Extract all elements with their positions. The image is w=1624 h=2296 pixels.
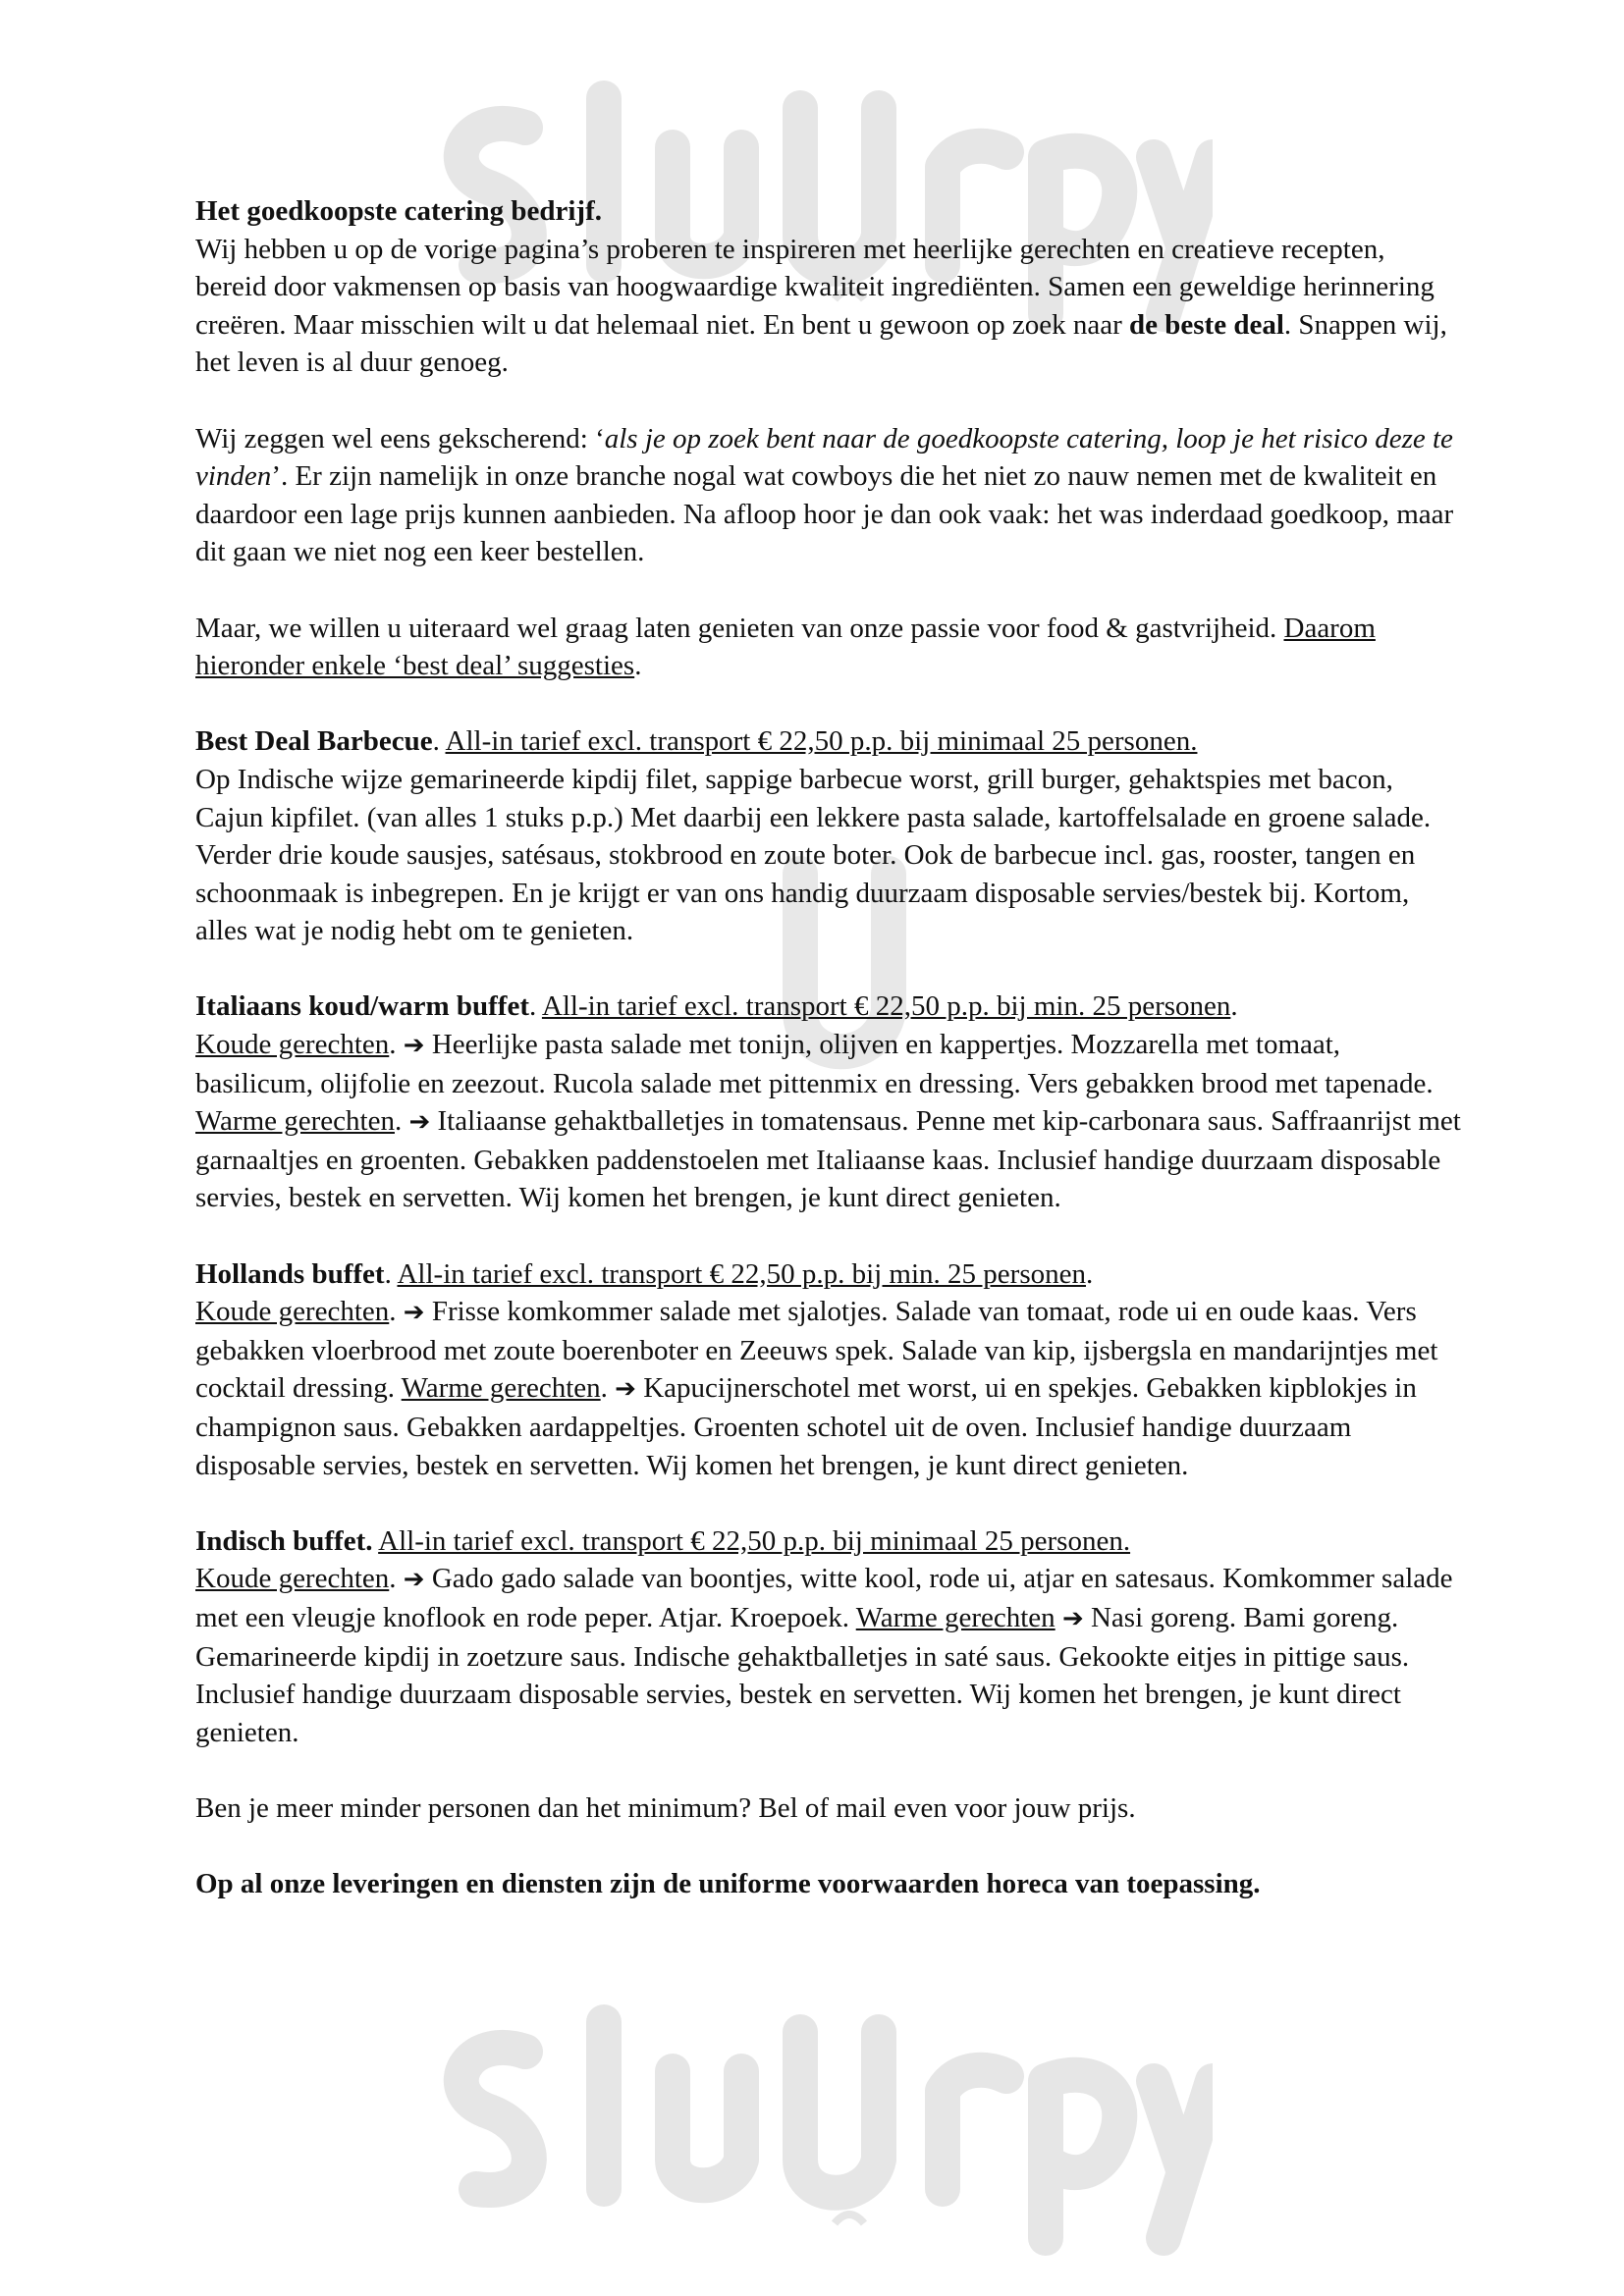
slurpy-watermark-bottom (407, 1983, 1213, 2258)
italian-warm-end: . (394, 1105, 409, 1138)
indian-warm-body: Nasi goreng. Bami goreng. Gemarineerde kipdij in zoetzure saus. Indische gehaktballetjes in saté saus. Gekookte eitjes in pittige saus. Inclusief handige duurzaam disposable servies, bestek en servetten. Wij komen het brengen, je kunt direct genieten. (195, 1601, 1410, 1748)
indian-tariff: All-in tarief excl. transport € 22,50 p.p. bij minimaal 25 personen. (378, 1524, 1131, 1557)
quote-lead: Wij zeggen wel eens gekscherend: ‘ (195, 422, 605, 454)
suggestions-end: . (634, 650, 642, 682)
dutch-title: Hollands buffet (195, 1257, 385, 1290)
italian-warm-body: Italiaanse gehaktballetjes in tomatensaus. Penne met kip-carbonara saus. Saffraanrijst met garnaaltjes en groenten. Gebakken paddenstoelen met Italiaanse kaas. Inclusief handige duurzaam disposable servies, bestek en servetten. Wij komen het brengen, je kunt direct genieten. (195, 1105, 1461, 1214)
dutch-warm-end: . (600, 1372, 616, 1405)
dutch-sep: . (384, 1257, 398, 1290)
italian-cold-label: Koude gerechten (195, 1029, 390, 1061)
suggestions-text: Maar, we willen u uiteraard wel graag laten genieten van onze passie voor food & gastvrijheid. (195, 612, 1284, 644)
arrow-right-icon: ➔ (1061, 1603, 1084, 1633)
italian-cold-end: . (389, 1029, 404, 1061)
dutch-tariff-end: . (1085, 1257, 1094, 1290)
arrow-right-icon: ➔ (403, 1031, 425, 1061)
minimum-note: Ben je meer minder personen dan het minimum? Bel of mail even voor jouw prijs. (195, 1791, 1136, 1824)
intro-text-end: . Snappen wij, het leven is al duur genoeg. (195, 308, 1447, 379)
italian-title: Italiaans koud/warm buffet (195, 990, 529, 1023)
bbq-title: Best Deal Barbecue (195, 725, 433, 758)
quote-italic: als je op zoek bent naar de goedkoopste catering, loop je het risico deze te vinden (195, 422, 1453, 493)
dutch-warm-label: Warme gerechten (401, 1372, 601, 1405)
dutch-cold-body: Frisse komkommer salade met sjalotjes. Salade van tomaat, rode ui en oude kaas. Vers gebakken vloerbrood met zoute boerenboter en Zeeuws spek. Salade van kip, ijsbergsla en mandarijntjes met cocktail dressing. (195, 1296, 1438, 1405)
italian-sep: . (529, 990, 542, 1023)
bbq-body: Op Indische wijze gemarineerde kipdij filet, sappige barbecue worst, grill burger, gehaktspies met bacon, Cajun kipfilet. (van alles 1 stuks p.p.) Met daarbij een lekkere pasta salade, kartoffelsalade en groene salade. Verder drie koude sausjes, satésaus, stokbrood en zoute boter. Ook de barbecue incl. gas, rooster, tangen en schoonmaak is inbegrepen. En je krijgt er van ons handig duurzaam disposable servies/bestek bij. Kortom, alles wat je nodig hebt om te genieten. (195, 763, 1432, 947)
dutch-warm-body: Kapucijnerschotel met worst, ui en spekjes. Gebakken kipblokjes in champignon saus. Gebakken aardappeltjes. Groenten schotel uit de oven. Inclusief handige duurzaam disposable servies, bestek en servetten. Wij komen het brengen, je kunt direct genieten. (195, 1372, 1417, 1481)
italian-section (195, 988, 1462, 1217)
indian-warm-label: Warme gerechten (855, 1601, 1056, 1633)
dutch-section (195, 1255, 1462, 1485)
quote-text: ’. Er zijn namelijk in onze branche nogal wat cowboys die het niet zo nauw nemen met de kwaliteit en daardoor een lage prijs kunnen aanbieden. Na afloop hoor je dan ook vaak: het was inderdaad goedkoop, maar dit gaan we niet nog een keer bestellen. (195, 460, 1454, 568)
italian-cold-body: Heerlijke pasta salade met tonijn, olijven en kappertjes. Mozzarella met tomaat, basilicum, olijfolie en zeezout. Rucola salade met pittenmix en dressing. Vers gebakken brood met tapenade. (195, 1029, 1434, 1099)
arrow-right-icon: ➔ (403, 1298, 425, 1328)
italian-warm-label: Warme gerechten (195, 1105, 395, 1138)
suggestions-link: Daarom hieronder enkele ‘best deal’ suggesties (195, 612, 1376, 682)
intro-text: Wij hebben u op de vorige pagina’s proberen te inspireren met heerlijke gerechten en creatieve recepten, bereid door vakmensen op basis van hoogwaardige kwaliteit ingrediënten. Samen een geweldige herinnering creëren. Maar misschien wilt u dat helemaal niet. En bent u gewoon op zoek naar (195, 233, 1435, 341)
terms-note: Op al onze leveringen en diensten zijn de uniforme voorwaarden horeca van toepassing. (195, 1868, 1261, 1900)
indian-title: Indisch buffet. (195, 1524, 373, 1557)
dutch-tariff: All-in tarief excl. transport € 22,50 p.p. bij min. 25 personen (397, 1257, 1086, 1290)
dutch-cold-label: Koude gerechten (195, 1296, 390, 1328)
bbq-sep: . (432, 725, 446, 758)
intro-title: Het goedkoopste catering bedrijf. (195, 195, 602, 227)
indian-cold-body: Gado gado salade van boontjes, witte kool, rode ui, atjar en satesaus. Komkommer salade met een vleugje knoflook en rode peper. Atjar. Kroepoek. (195, 1563, 1453, 1633)
suggestions-paragraph (195, 610, 1462, 685)
arrow-right-icon: ➔ (615, 1374, 636, 1405)
indian-section (195, 1522, 1462, 1752)
bbq-tariff: All-in tarief excl. transport € 22,50 p.p. bij minimaal 25 personen. (445, 725, 1198, 758)
arrow-right-icon: ➔ (408, 1107, 431, 1138)
document-body (195, 192, 1462, 1941)
indian-cold-end: . (389, 1563, 404, 1595)
dutch-cold-end: . (389, 1296, 404, 1328)
italian-tariff-end: . (1230, 990, 1238, 1023)
indian-warm-end (1056, 1602, 1062, 1633)
bbq-section (195, 722, 1462, 950)
quote-paragraph (195, 420, 1462, 571)
intro-highlight: de beste deal (1129, 308, 1284, 341)
indian-cold-label: Koude gerechten (195, 1563, 390, 1595)
italian-tariff: All-in tarief excl. transport € 22,50 p.p. bij min. 25 personen (541, 990, 1231, 1023)
intro-paragraph (195, 192, 1462, 382)
arrow-right-icon: ➔ (403, 1565, 425, 1595)
